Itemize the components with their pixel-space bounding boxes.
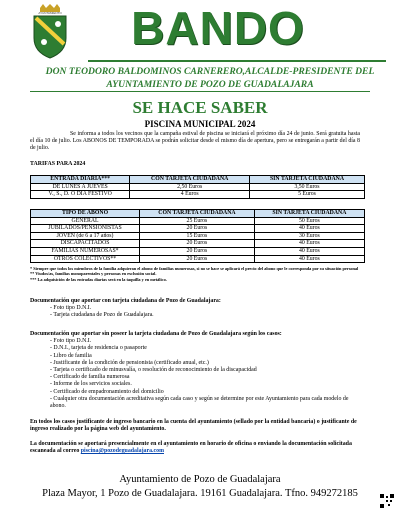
table-cell: 15 Euros xyxy=(140,232,255,240)
list-item: - Justificante de la condición de pensionista (certificado anual, etc.) xyxy=(50,359,209,366)
table-header-row xyxy=(31,210,365,218)
table-row xyxy=(31,240,365,248)
list-item: - Tarjeta ciudadana de Pozo de Guadalajara. xyxy=(50,312,154,319)
footnote: ** Viudos/as, familias monoparentales y personas en exclusión social. xyxy=(30,271,157,277)
table-row xyxy=(31,225,365,233)
doc-con-section xyxy=(30,298,360,320)
table-header: TIPO DE ABONO xyxy=(31,210,140,218)
list-item: - Foto tipo D.N.I. xyxy=(50,305,92,312)
coat-of-arms-icon xyxy=(28,4,72,62)
table-cell: JUBILADOS/PENSIONISTAS xyxy=(31,225,140,233)
table-header: SIN TARJETA CIUDADANA xyxy=(250,176,365,184)
subtitle: PISCINA MUNICIPAL 2024 xyxy=(144,119,256,129)
bank-note: En todos los casos justificante de ingreso bancario en la cuenta del ayuntamiento (sellado por la entidad bancaria) o justificante de ingreso realizado por la página web del ayuntamiento. xyxy=(30,419,357,433)
table-cell: DISCAPACITADOS xyxy=(31,240,140,248)
list-item: - Tarjeta o certificado de minusvalía, o resolución de reconocimiento de la discapacidad xyxy=(50,367,257,374)
list-item: - Libro de familia xyxy=(50,352,92,359)
mayor-line-2: AYUNTAMIENTO DE POZO DE GUADALAJARA xyxy=(106,79,314,90)
doc-sin-list xyxy=(30,338,360,410)
table-cell: JOVEN (de 6 a 17 años) xyxy=(31,232,140,240)
footnote: * Siempre que todos los miembros de la familia adquieran el abono de familias numerosas, si no se hace se aplicará el precio del abono que le corresponda por su situación personal xyxy=(30,266,359,271)
table-cell: 20 Euros xyxy=(140,255,255,263)
mayor-line-1: DON TEODORO BALDOMINOS CARNERERO,ALCALDE-PRESIDENTE DEL xyxy=(45,66,375,77)
table-cell: 50 Euros xyxy=(254,217,364,225)
svg-text:AYUNTAMIENTO: AYUNTAMIENTO xyxy=(38,11,62,15)
doc-con-list xyxy=(30,305,360,319)
table-cell: 40 Euros xyxy=(254,240,364,248)
list-item: - Informe de los servicios sociales. xyxy=(50,381,132,388)
table-cell: V., S., D. O DIA FESTIVO xyxy=(31,191,130,199)
table-cell: DE LUNES A JUEVES xyxy=(31,183,130,191)
table-cell: 25 Euros xyxy=(140,217,255,225)
table-header: SIN TARJETA CIUDADANA xyxy=(254,210,364,218)
table-cell: FAMILIAS NUMEROSAS* xyxy=(31,247,140,255)
table-header-row xyxy=(31,176,365,184)
entrada-table xyxy=(30,175,365,199)
hace-saber-heading: SE HACE SABER xyxy=(132,98,268,117)
table-cell: OTROS COLECTIVOS** xyxy=(31,255,140,263)
footer-org: Ayuntamiento de Pozo de Guadalajara xyxy=(119,474,281,485)
list-item: - Foto tipo D.N.I. xyxy=(50,338,92,345)
table-cell: 40 Euros xyxy=(254,247,364,255)
list-item: - D.N.I., tarjeta de residencia o pasaporte xyxy=(50,345,147,352)
table-row xyxy=(31,183,365,191)
page-title: BANDO xyxy=(131,2,305,54)
list-item: - Certificado de empadronamiento del domicilio xyxy=(50,388,164,395)
list-item: - Cualquier otra documentación acreditativa según cada caso y según se determine por este Ayuntamiento para cada modelo de abono. xyxy=(50,395,349,410)
table-cell: 3,50 Euros xyxy=(250,183,365,191)
table-header: CON TARJETA CIUDADANA xyxy=(130,176,250,184)
table-header: CON TARJETA CIUDADANA xyxy=(140,210,255,218)
doc-sin-section xyxy=(30,331,360,410)
intro-paragraph: Se informa a todos los vecinos que la campaña estival de piscina se iniciará el próximo día 24 de junio. Será gratuita hasta el día 10 de julio. Los ABONOS DE TEMPORADA se podrán solicitar desde el mismo día de apertura, pero se entregarán a partir del día 8 de julio. xyxy=(30,131,360,152)
footnotes xyxy=(30,266,370,282)
footer-address: Plaza Mayor, 1 Pozo de Guadalajara. 19161 Guadalajara. Tfno. 949272185 xyxy=(42,488,358,499)
abono-table xyxy=(30,209,365,263)
table-row xyxy=(31,191,365,199)
footnote: *** La adquisición de las entradas diarias será en la taquilla y en metálico. xyxy=(30,276,167,282)
divider xyxy=(88,60,386,62)
table-row xyxy=(31,232,365,240)
doc-con-heading: Documentación que aportar con tarjeta ciudadana de Pozo de Guadalajara: xyxy=(30,298,221,304)
table-cell: 40 Euros xyxy=(254,255,364,263)
tarifas-heading: TARIFAS PARA 2024 xyxy=(30,161,86,167)
list-item: - Certificado de familia numerosa xyxy=(50,374,130,381)
table-cell: 5 Euros xyxy=(250,191,365,199)
table-cell: 4 Euros xyxy=(130,191,250,199)
table-cell: 20 Euros xyxy=(140,225,255,233)
submit-note xyxy=(30,441,360,455)
email-link[interactable]: piscina@pozodeguadalajara.com xyxy=(80,448,164,455)
table-row xyxy=(31,247,365,255)
divider xyxy=(30,91,370,92)
table-cell: 30 Euros xyxy=(254,232,364,240)
table-cell: 2,50 Euros xyxy=(130,183,250,191)
table-row xyxy=(31,217,365,225)
table-cell: 20 Euros xyxy=(140,247,255,255)
table-cell: 20 Euros xyxy=(140,240,255,248)
submit-note-text: La documentación se aportará presencialmente en el ayuntamiento en horario de oficina o enviando la documentación solicitada escaneada al correo xyxy=(30,441,352,455)
table-cell: GENERAL xyxy=(31,217,140,225)
table-cell: 40 Euros xyxy=(254,225,364,233)
table-header: ENTRADA DIARIA*** xyxy=(31,176,130,184)
table-row xyxy=(31,255,365,263)
qr-code-icon xyxy=(380,494,394,508)
doc-sin-heading: Documentación que aportar sin poseer la tarjeta ciudadana de Pozo de Guadalajara según los casos: xyxy=(30,331,282,337)
